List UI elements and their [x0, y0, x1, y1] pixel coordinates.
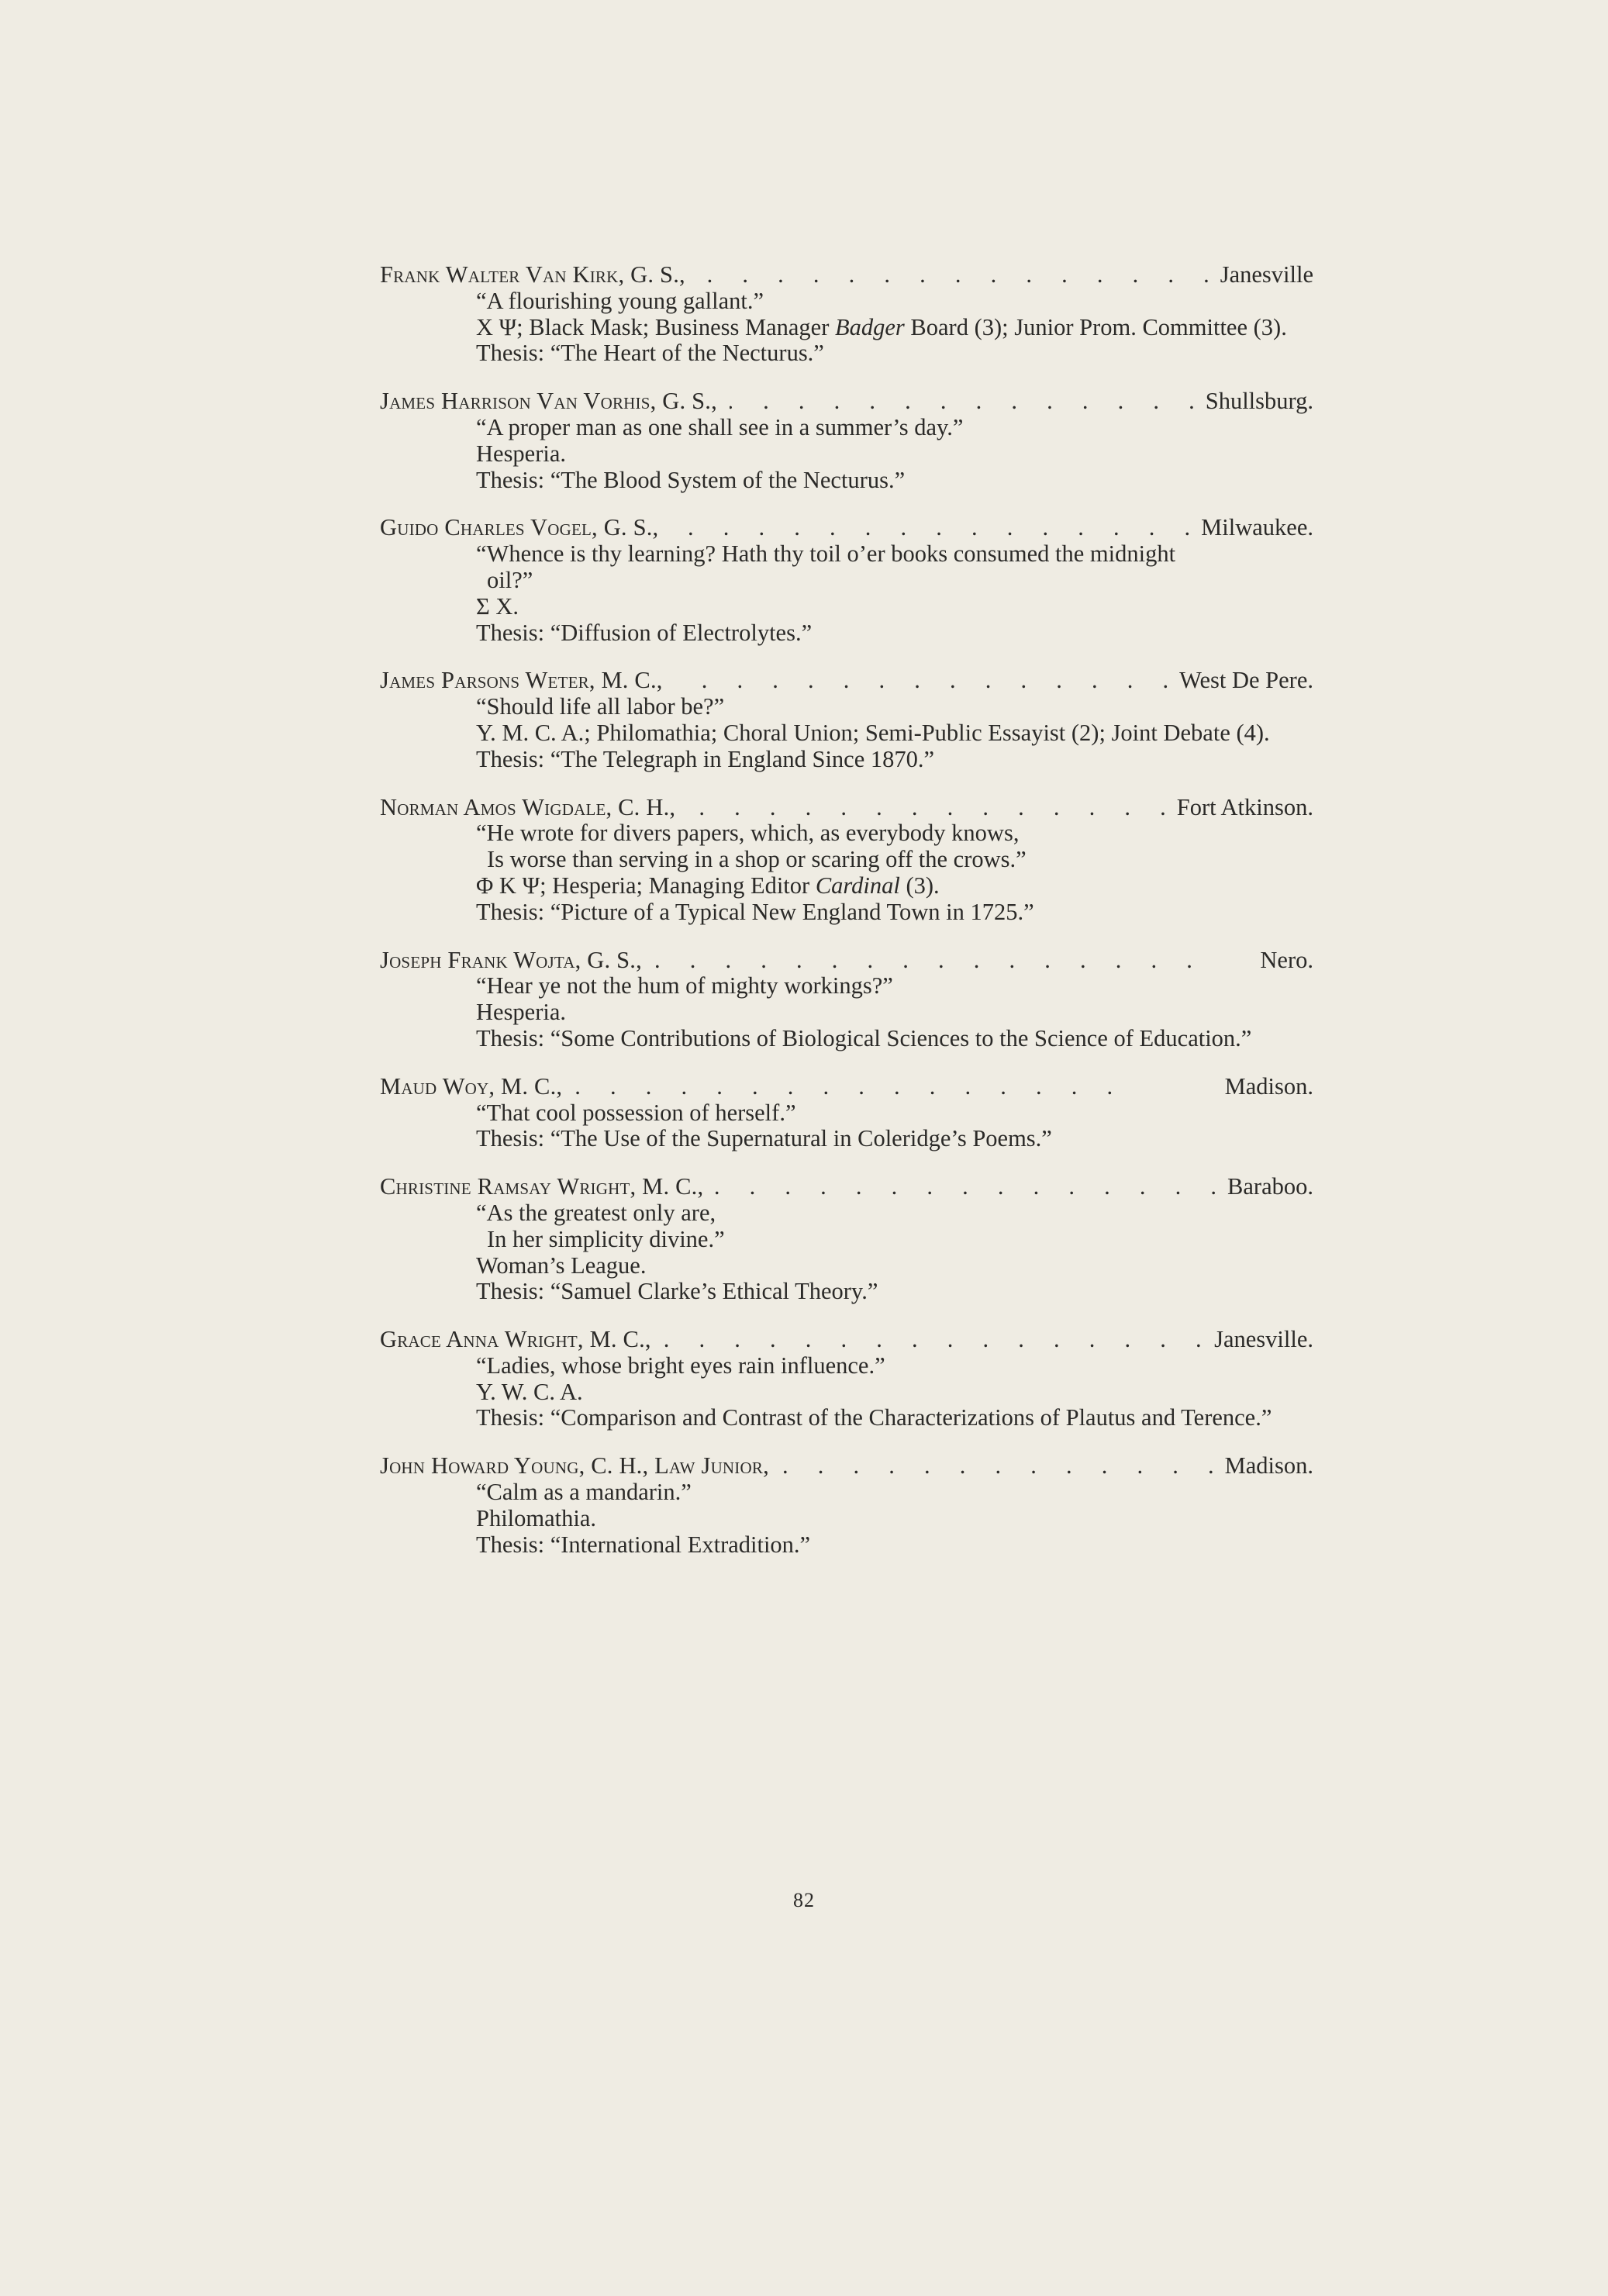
hometown: Fort Atkinson.	[1176, 793, 1313, 820]
entry-christine-wright	[380, 1174, 1313, 1305]
entry-details	[380, 820, 1313, 925]
leader-dots	[664, 1327, 1203, 1353]
quotation-continued: In her simplicity divine.”	[487, 1225, 725, 1252]
entry-van-kirk	[380, 262, 1313, 367]
hometown: Janesville	[1220, 261, 1313, 288]
entry-details	[380, 288, 1313, 367]
activities: Hesperia.	[476, 440, 567, 467]
leader-dots	[575, 1074, 1213, 1100]
quotation: “Whence is thy learning? Hath thy toil o’er books consumed the midnight	[476, 540, 1176, 568]
activities: X Ψ; Black Mask; Business Manager Badger Board (3); Junior Prom. Committee (3).	[476, 313, 1287, 340]
entry-details	[380, 694, 1313, 772]
leader-dots	[716, 1174, 1216, 1200]
entry-heading	[380, 1327, 1313, 1353]
hometown: Nero.	[1260, 946, 1313, 973]
thesis: Thesis: “The Use of the Supernatural in Coleridge’s Poems.”	[476, 1125, 1052, 1152]
thesis: Thesis: “Some Contributions of Biological Sciences to the Science of Education.”	[476, 1024, 1252, 1051]
entry-wojta	[380, 948, 1313, 1052]
activities: Φ K Ψ; Hesperia; Managing Editor Cardinal (3).	[476, 872, 940, 899]
quotation: “Ladies, whose bright eyes rain influence.”	[476, 1352, 885, 1379]
entry-details	[380, 1353, 1313, 1431]
leader-dots	[688, 795, 1166, 821]
quotation-continued: oil?”	[487, 566, 533, 593]
hometown: Janesville.	[1214, 1326, 1313, 1353]
entry-heading	[380, 388, 1313, 415]
quotation: “He wrote for divers papers, which, as everybody knows,	[476, 820, 1020, 847]
thesis: Thesis: “Comparison and Contrast of the Characterizations of Plautus and Terence.”	[476, 1404, 1272, 1431]
entry-young	[380, 1453, 1313, 1558]
student-name: Christine Ramsay Wright, M. C.,	[380, 1173, 704, 1200]
thesis: Thesis: “Diffusion of Electrolytes.”	[476, 619, 813, 646]
quotation: “A flourishing young gallant.”	[476, 287, 764, 314]
student-name: Guido Charles Vogel, G. S.,	[380, 514, 659, 541]
student-name: John Howard Young, C. H., Law Junior,	[380, 1452, 769, 1479]
quotation: “Hear ye not the hum of mighty workings?”	[476, 972, 893, 1000]
entry-weter	[380, 668, 1313, 772]
student-name: Maud Woy, M. C.,	[380, 1072, 563, 1100]
entry-details	[380, 973, 1313, 1051]
quotation-continued: Is worse than serving in a shop or scaring off the crows.”	[487, 846, 1027, 873]
entry-details	[380, 415, 1313, 493]
leader-dots	[675, 668, 1169, 694]
leader-dots	[782, 1453, 1214, 1479]
activities: Y. M. C. A.; Philomathia; Choral Union; Semi-Public Essayist (2); Joint Debate (4).	[476, 719, 1270, 746]
hometown: West De Pere.	[1179, 667, 1313, 694]
quotation: “That cool possession of herself.”	[476, 1099, 796, 1126]
activities: Hesperia.	[476, 999, 567, 1026]
student-name: Joseph Frank Wojta, G. S.,	[380, 946, 642, 973]
entry-details	[380, 1200, 1313, 1305]
thesis: Thesis: “The Blood System of the Necturus.”	[476, 466, 906, 493]
page-number: 82	[793, 1889, 815, 1911]
hometown: Shullsburg.	[1205, 388, 1313, 415]
entry-van-vorhis	[380, 388, 1313, 493]
entry-wigdale	[380, 795, 1313, 926]
student-name: James Parsons Weter, M. C.,	[380, 667, 663, 694]
leader-dots	[698, 262, 1209, 288]
entry-details	[380, 1100, 1313, 1153]
entry-grace-wright	[380, 1327, 1313, 1431]
entry-heading	[380, 1453, 1313, 1479]
entry-details	[380, 1479, 1313, 1558]
entry-heading	[380, 795, 1313, 821]
hometown: Madison.	[1224, 1072, 1313, 1100]
entry-heading	[380, 262, 1313, 288]
leader-dots	[654, 948, 1249, 974]
leader-dots	[730, 388, 1195, 415]
hometown: Milwaukee.	[1201, 514, 1313, 541]
thesis: Thesis: “The Telegraph in England Since 1870.”	[476, 745, 935, 772]
thesis: Thesis: “Samuel Clarke’s Ethical Theory.”	[476, 1278, 878, 1305]
student-name: James Harrison Van Vorhis, G. S.,	[380, 388, 717, 415]
activities: Σ X.	[476, 592, 519, 620]
entry-heading	[380, 1074, 1313, 1100]
entry-vogel	[380, 515, 1313, 646]
entry-woy	[380, 1074, 1313, 1152]
entry-details	[380, 541, 1313, 646]
entry-heading	[380, 948, 1313, 974]
thesis: Thesis: “The Heart of the Necturus.”	[476, 340, 824, 367]
publication-title: Cardinal	[815, 872, 900, 899]
entry-heading	[380, 668, 1313, 694]
activities: Y. W. C. A.	[476, 1378, 583, 1405]
student-name: Norman Amos Wigdale, C. H.,	[380, 793, 676, 820]
student-name: Frank Walter Van Kirk, G. S.,	[380, 261, 685, 288]
hometown: Baraboo.	[1227, 1173, 1313, 1200]
quotation: “A proper man as one shall see in a summer’s day.”	[476, 413, 964, 440]
activities: Woman’s League.	[476, 1252, 647, 1279]
quotation: “As the greatest only are,	[476, 1199, 716, 1226]
senior-class-list	[380, 262, 1313, 1580]
publication-title: Badger	[835, 313, 905, 340]
quotation: “Calm as a mandarin.”	[476, 1479, 692, 1506]
thesis: Thesis: “Picture of a Typical New England Town in 1725.”	[476, 898, 1034, 925]
thesis: Thesis: “International Extradition.”	[476, 1531, 811, 1558]
quotation: “Should life all labor be?”	[476, 693, 725, 720]
leader-dots	[671, 515, 1190, 541]
entry-heading	[380, 515, 1313, 541]
hometown: Madison.	[1224, 1452, 1313, 1479]
activities: Philomathia.	[476, 1504, 597, 1531]
entry-heading	[380, 1174, 1313, 1200]
student-name: Grace Anna Wright, M. C.,	[380, 1326, 651, 1353]
